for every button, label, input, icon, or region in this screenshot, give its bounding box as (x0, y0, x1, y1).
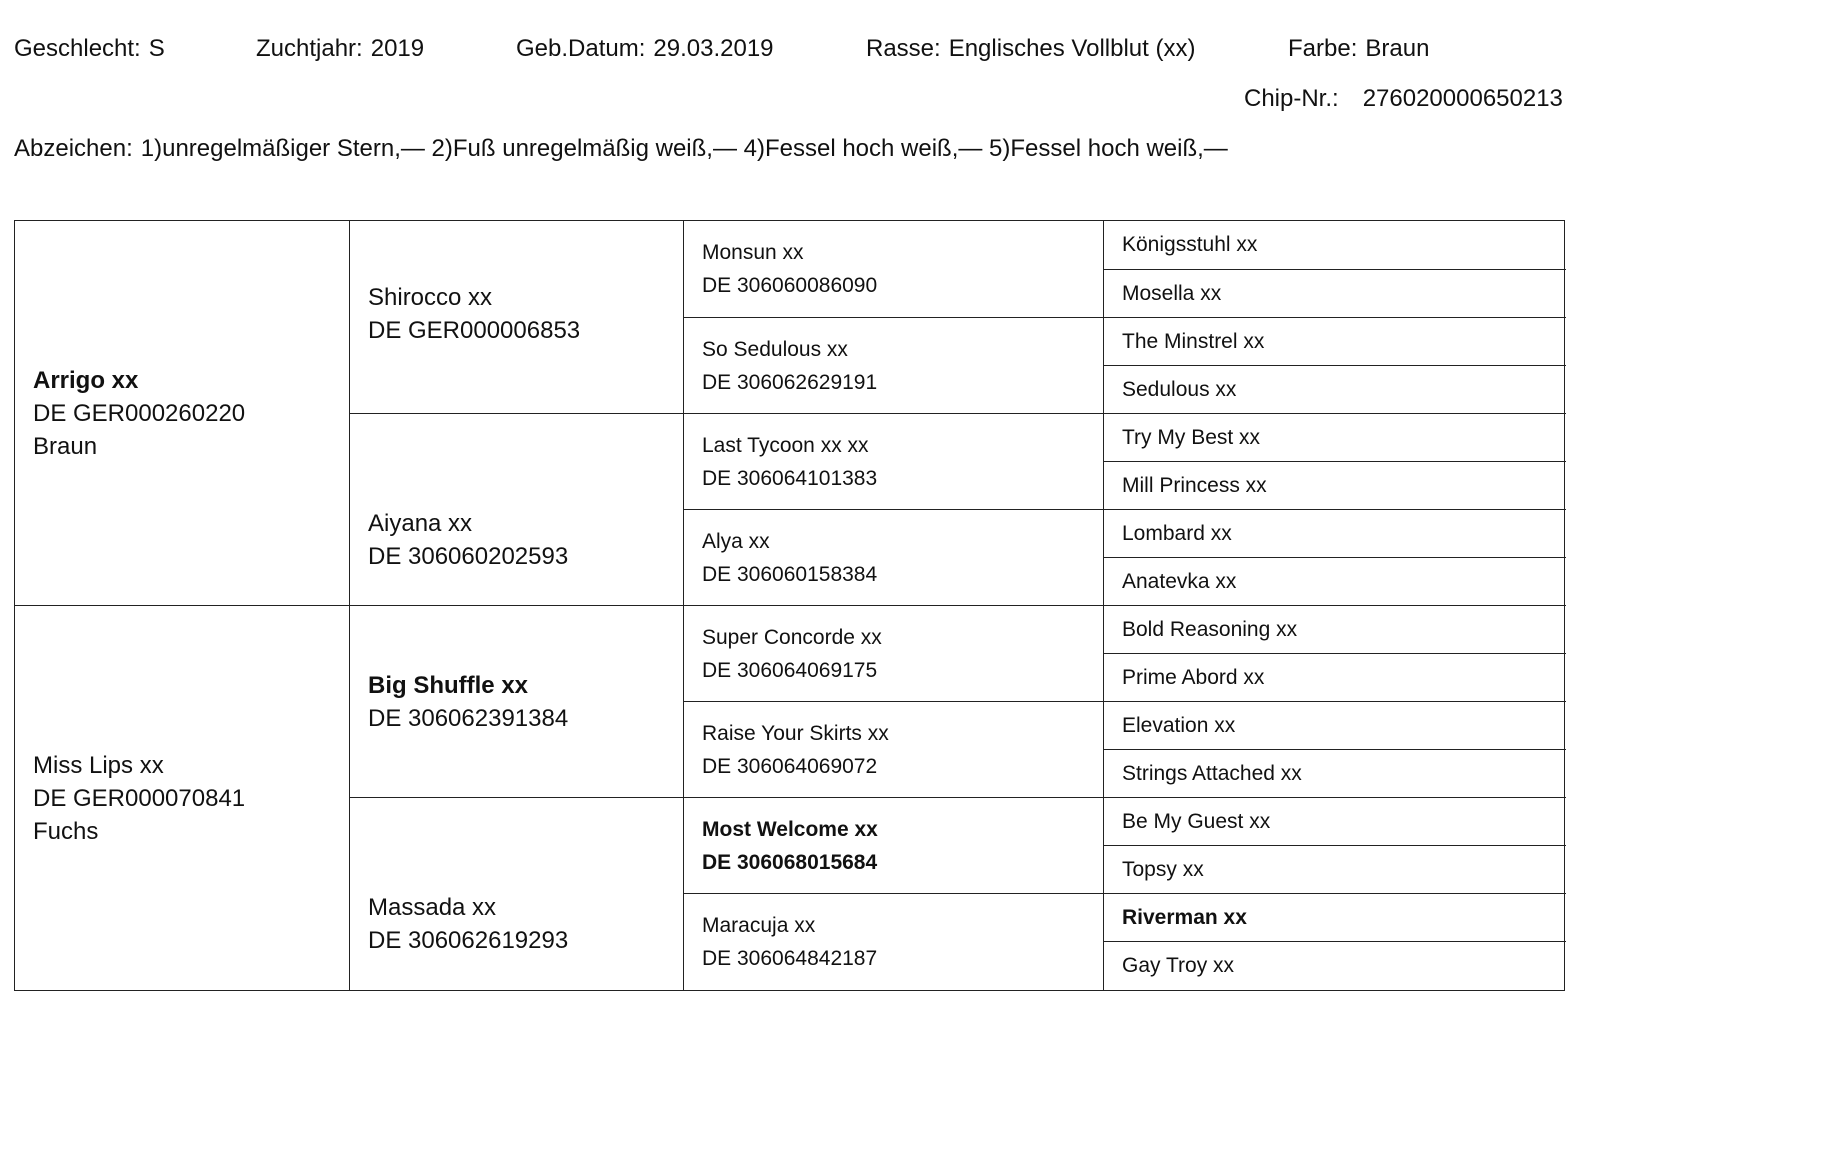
gen4-name: Sedulous xx (1122, 377, 1237, 401)
gen4-name: Mosella xx (1122, 281, 1222, 305)
gen3-name: Last Tycoon xx xx (702, 433, 869, 457)
gen3-id: DE 306064842187 (702, 947, 878, 970)
gen4-name: The Minstrel xx (1122, 329, 1265, 353)
zuchtjahr-field (256, 34, 424, 64)
gen4-cell (1103, 557, 1566, 605)
dam-color: Fuchs (33, 817, 99, 845)
gen3-cell (683, 797, 1103, 893)
dam-cell (15, 605, 349, 990)
abzeichen-label: Abzeichen: (14, 135, 133, 162)
gen4-cell (1103, 749, 1566, 797)
gen4-cell (1103, 317, 1566, 365)
gen2-id: DE 306062391384 (368, 704, 569, 732)
gen4-name: Topsy xx (1122, 857, 1204, 881)
gen3-name: Most Welcome xx (702, 817, 878, 841)
gen2-name: Shirocco xx (368, 284, 493, 311)
gen3-cell (683, 701, 1103, 797)
gen3-id: DE 306060158384 (702, 562, 878, 586)
gen4-name: Elevation xx (1122, 713, 1236, 737)
chip-field (1244, 84, 1563, 114)
gen4-cell (1103, 413, 1566, 461)
gen3-cell (683, 413, 1103, 509)
gen3-name: Maracuja xx (702, 914, 816, 937)
gen3-name: So Sedulous xx (702, 337, 848, 361)
gen4-cell (1103, 701, 1566, 749)
gen4-cell (1103, 221, 1566, 269)
gen2-cell (349, 221, 683, 413)
gen3-cell (683, 605, 1103, 701)
geschlecht-field (14, 34, 165, 64)
abzeichen-field (14, 134, 1228, 164)
gen2-id: DE 306060202593 (368, 542, 569, 570)
gen4-name: Prime Abord xx (1122, 665, 1265, 689)
gen4-name: Anatevka xx (1122, 569, 1237, 593)
gen2-name: Big Shuffle xx (368, 671, 529, 699)
gen3-cell (683, 317, 1103, 413)
gen3-name: Raise Your Skirts xx (702, 721, 889, 745)
geb-datum-field (516, 34, 774, 64)
sire-name: Arrigo xx (33, 366, 139, 394)
gen3-name: Alya xx (702, 529, 770, 553)
gen3-id: DE 306064069175 (702, 658, 878, 682)
gen3-id: DE 306064101383 (702, 466, 878, 490)
gen4-cell (1103, 845, 1566, 893)
gen4-name: Riverman xx (1122, 905, 1247, 929)
gen3-name: Monsun xx (702, 241, 804, 264)
farbe-label: Farbe: (1288, 35, 1358, 62)
rasse-value: Englisches Vollblut (xx) (948, 35, 1196, 62)
dam-name: Miss Lips xx (33, 751, 164, 779)
gen4-cell (1103, 605, 1566, 653)
gen4-cell (1103, 941, 1566, 990)
gen4-name: Gay Troy xx (1122, 954, 1235, 977)
pedigree-table (14, 220, 1565, 991)
gen3-name: Super Concorde xx (702, 625, 882, 649)
gen4-cell (1103, 509, 1566, 557)
gen4-name: Lombard xx (1122, 521, 1232, 545)
gen3-id: DE 306062629191 (702, 370, 878, 394)
geschlecht-label: Geschlecht: (14, 35, 141, 62)
zuchtjahr-label: Zuchtjahr: (256, 35, 363, 62)
sire-id: DE GER000260220 (33, 399, 246, 427)
geb-datum-value: 29.03.2019 (653, 35, 774, 62)
zuchtjahr-value: 2019 (370, 35, 425, 62)
gen4-cell (1103, 461, 1566, 509)
farbe-value: Braun (1365, 35, 1430, 62)
gen2-name: Massada xx (368, 894, 497, 921)
gen3-id: DE 306068015684 (702, 850, 878, 874)
gen3-id: DE 306060086090 (702, 274, 878, 297)
gen3-cell (683, 509, 1103, 605)
geschlecht-value: S (148, 35, 165, 62)
gen4-name: Be My Guest xx (1122, 809, 1271, 833)
chip-value: 276020000650213 (1362, 85, 1563, 112)
farbe-field (1288, 34, 1429, 64)
gen2-cell (349, 797, 683, 990)
gen4-cell (1103, 653, 1566, 701)
gen4-cell (1103, 893, 1566, 941)
gen4-name: Bold Reasoning xx (1122, 617, 1298, 641)
gen4-cell (1103, 797, 1566, 845)
gen2-cell (349, 605, 683, 797)
gen4-cell (1103, 365, 1566, 413)
gen4-name: Mill Princess xx (1122, 473, 1267, 497)
gen3-cell (683, 893, 1103, 990)
geb-datum-label: Geb.Datum: (516, 35, 646, 62)
sire-cell (15, 221, 349, 605)
gen3-cell (683, 221, 1103, 317)
gen2-cell (349, 413, 683, 605)
gen4-cell (1103, 269, 1566, 317)
gen4-name: Try My Best xx (1122, 425, 1261, 449)
gen3-id: DE 306064069072 (702, 754, 878, 778)
gen4-name: Strings Attached xx (1122, 761, 1302, 785)
dam-id: DE GER000070841 (33, 784, 246, 812)
gen2-name: Aiyana xx (368, 509, 473, 537)
chip-label: Chip-Nr.: (1244, 85, 1339, 112)
sire-color: Braun (33, 432, 98, 460)
abzeichen-value: 1)unregelmäßiger Stern,— 2)Fuß unregelmäßig weiß,— 4)Fessel hoch weiß,— 5)Fessel hoch weiß,— (140, 135, 1228, 162)
gen2-id: DE GER000006853 (368, 317, 581, 344)
rasse-label: Rasse: (866, 35, 941, 62)
rasse-field (866, 34, 1195, 64)
gen4-name: Königsstuhl xx (1122, 233, 1258, 256)
gen2-id: DE 306062619293 (368, 927, 569, 954)
